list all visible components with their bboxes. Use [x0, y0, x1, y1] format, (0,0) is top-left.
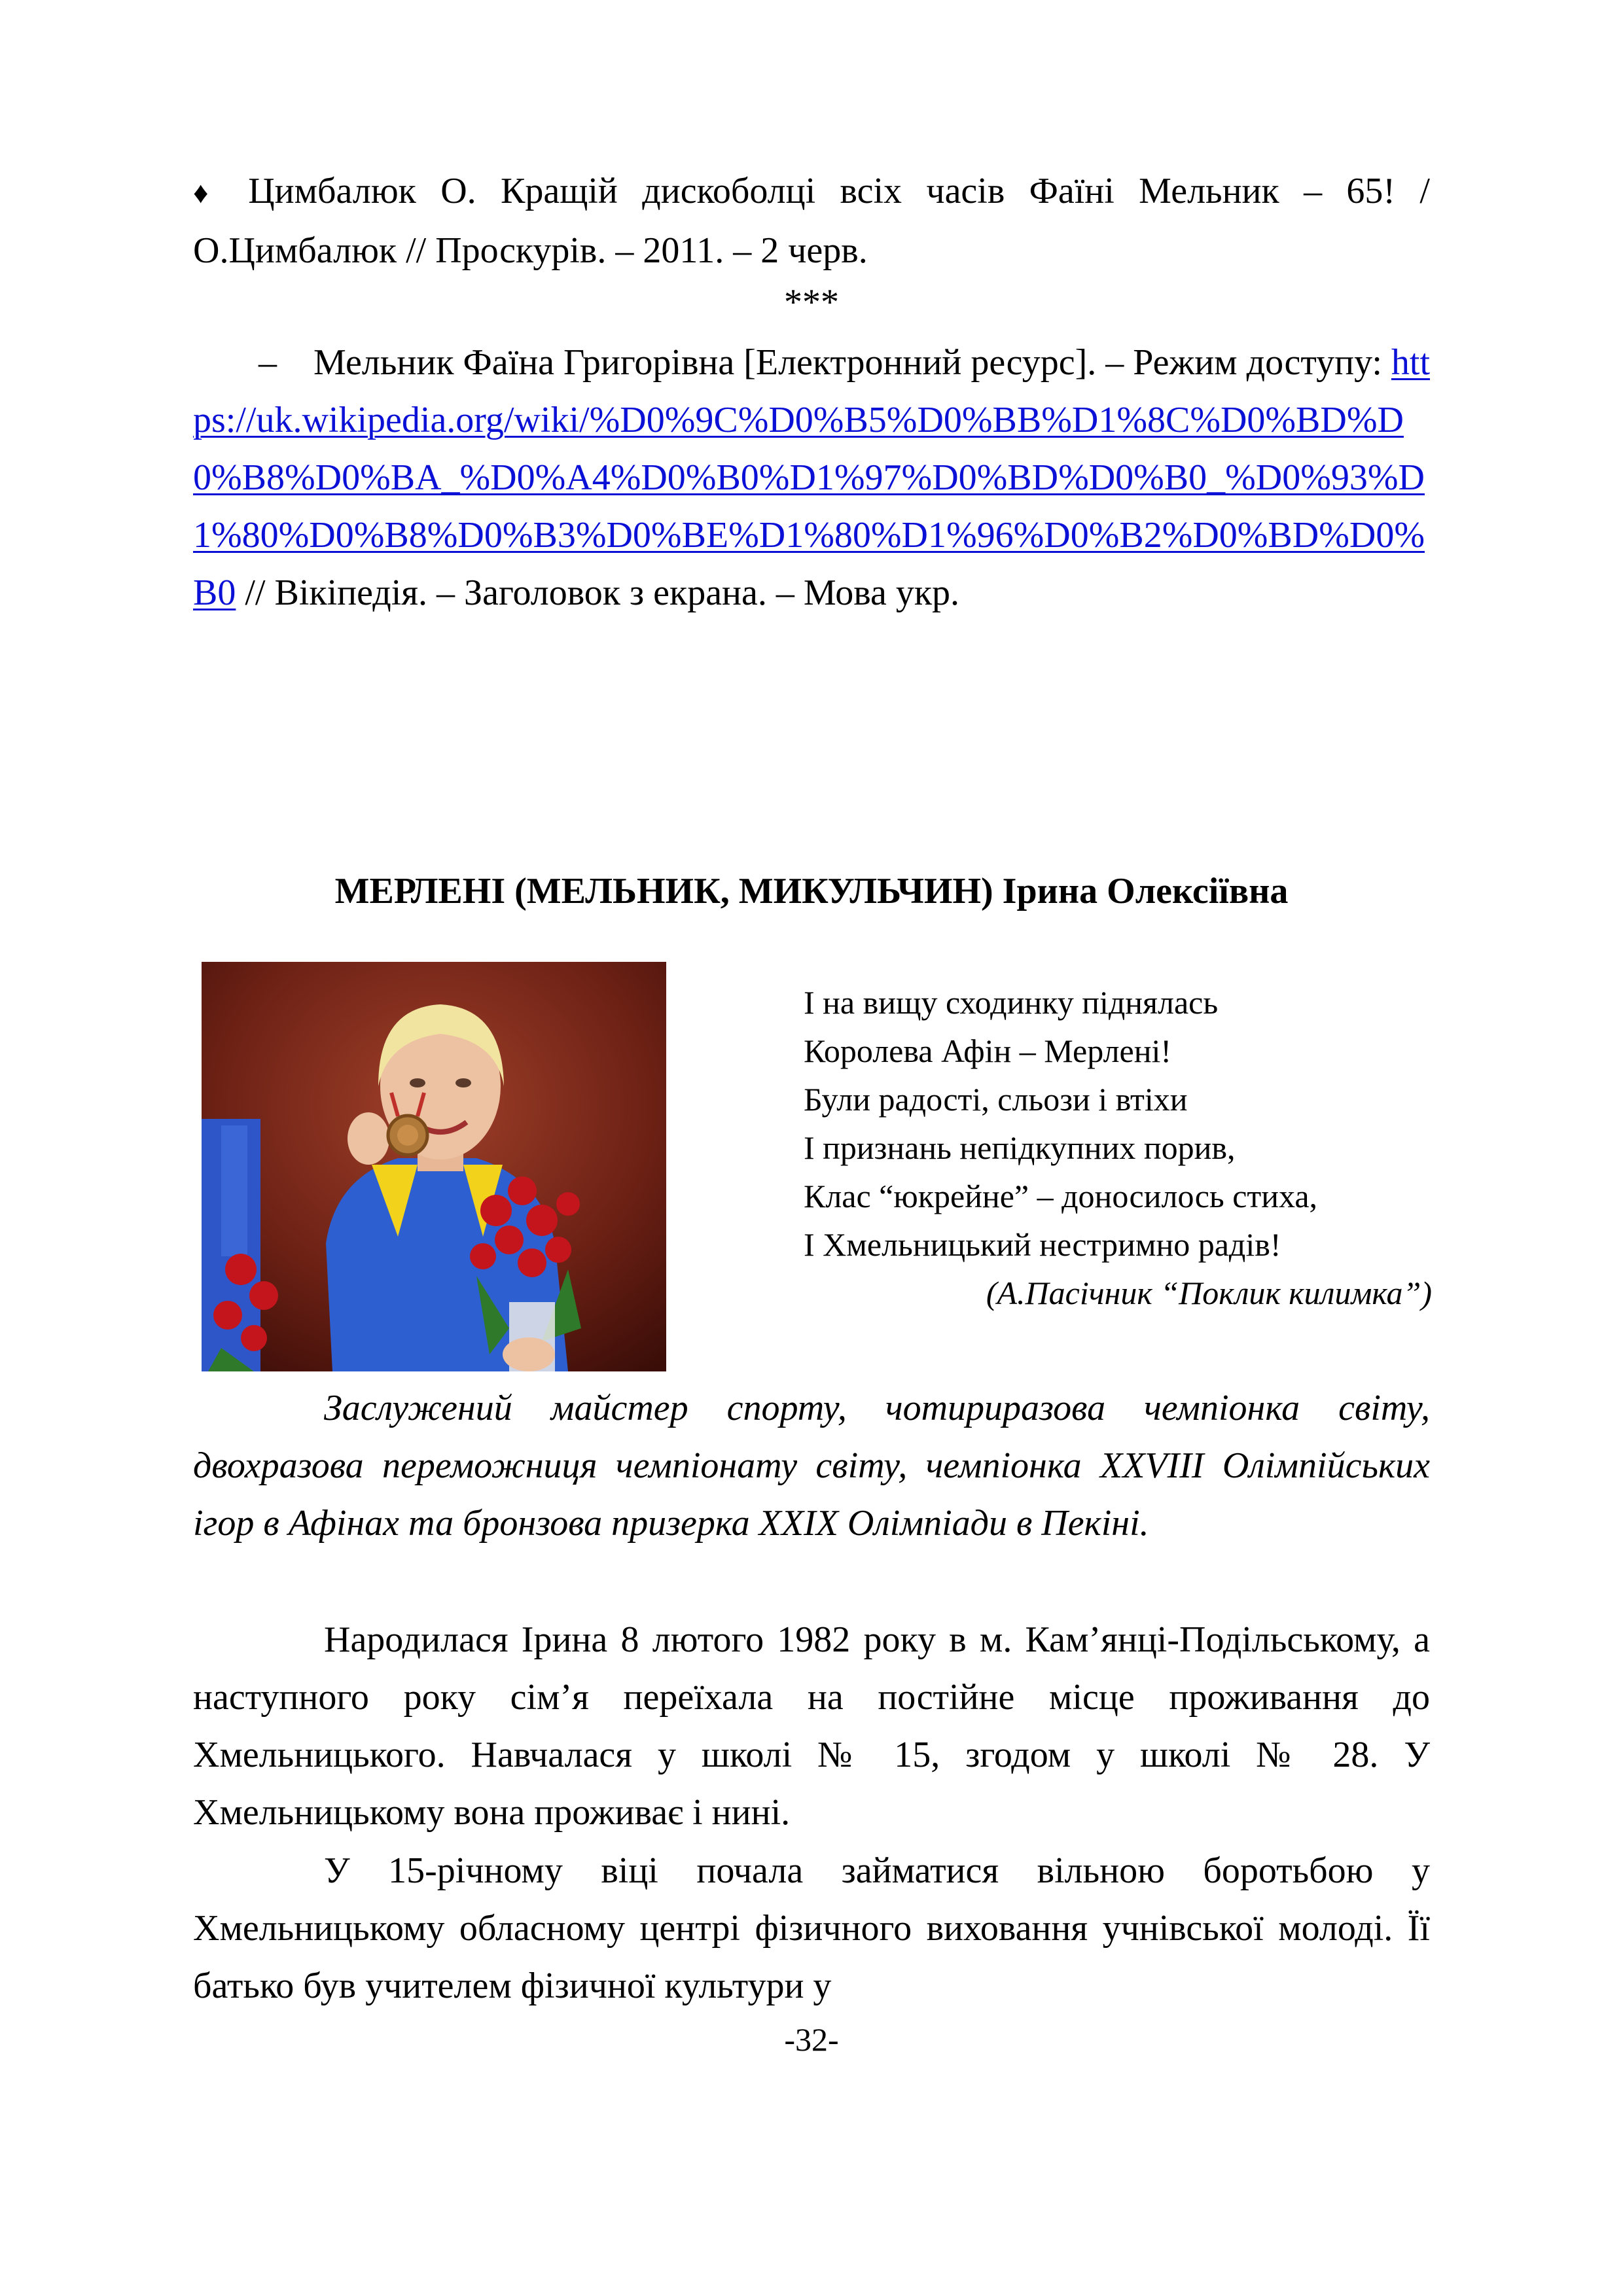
- reference-text-1: Цимбалюк О. Кращій дискоболці всіх часів Фаїні Мельник – 65! / О.Цимбалюк // Проскурів. – 2011. – 2 черв.: [193, 171, 1430, 271]
- athlete-photo: [202, 962, 666, 1371]
- section-separator: ***: [784, 282, 839, 323]
- poem-line: І Хмельницький нестримно радів!: [804, 1226, 1281, 1263]
- poem-line: Клас “юкрейне” – доносилось стиха,: [804, 1178, 1318, 1214]
- page-number: -32-: [784, 2021, 839, 2058]
- wikipedia-link[interactable]: https://uk.wikipedia.org/wiki/%D0%9C%D0%B5%D0%BB%D1%8C%D0%BD%D0%B8%D0%BA_%D0%A4%D0%B0%D1%97%D0%BD%D0%B0_%D0%93%D1%80%D0%B8%D0%B3%D0%BE%D1%80%D1%96%D0%B2%D0%BD%D0%B0: [193, 342, 1431, 613]
- body-paragraph-2: У 15-річному віці почала займатися вільною боротьбою у Хмельницькому обласному центрі фізичного виховання учнівської молоді. Її батько був учителем фізичної культури у: [193, 1850, 1430, 2006]
- reference-entry-1: [193, 162, 1430, 279]
- dash-marker: –: [259, 342, 277, 383]
- reference-text-2: Мельник Фаїна Григорівна [Електронний ресурс]. – Режим доступу:: [313, 342, 1391, 383]
- section-heading: МЕРЛЕНІ (МЕЛЬНИК, МИКУЛЬЧИН) Ірина Олексіївна: [334, 871, 1289, 911]
- athlete-photo-icon: [202, 962, 666, 1371]
- epigraph-poem: [804, 978, 1432, 1317]
- poem-attribution: (А.Пасічник “Поклик килимка”): [986, 1275, 1432, 1311]
- reference-text-2-tail: // Вікіпедія. – Заголовок з екрана. – Мова укр.: [236, 573, 960, 613]
- poem-line: Королева Афін – Мерлені!: [804, 1033, 1172, 1069]
- bullet-icon: ♦: [193, 176, 224, 209]
- poem-line: І признань непідкупних порив,: [804, 1129, 1236, 1166]
- poem-line: І на вищу сходинку піднялась: [804, 984, 1219, 1021]
- reference-entry-2: [193, 334, 1430, 622]
- intro-paragraph: Заслужений майстер спорту, чотириразова чемпіонка світу, двохразова переможниця чемпіонату світу, чемпіонка XXVIII Олімпійських ігор в Афінах та бронзова призерка XXIX Олімпіади в Пекіні.: [193, 1388, 1430, 1544]
- poem-line: Були радості, сльози і втіхи: [804, 1081, 1188, 1118]
- body-paragraph-1: Народилася Ірина 8 лютого 1982 року в м. Кам’янці-Подільському, а наступного року сім’я переїхала на постійне місце проживання до Хмельницького. Навчалася у школі № 15, згодом у школі № 28. У Хмельницькому вона проживає і нині.: [193, 1619, 1430, 1833]
